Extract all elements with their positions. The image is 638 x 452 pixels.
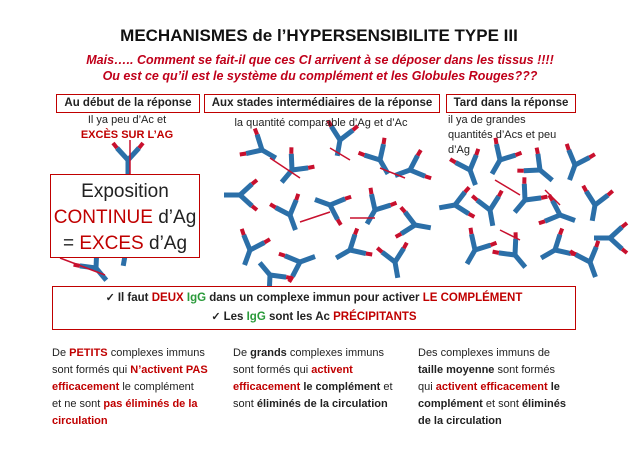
late-desc-line-2: quantités d’Acs et peu [448, 129, 557, 141]
early-desc-line-2: EXCÈS SUR L’AG [80, 129, 174, 141]
antibody-icon [396, 207, 434, 242]
antibody-icon [472, 191, 507, 229]
early-desc-line-1: Il ya peu d’Ac et [87, 114, 167, 126]
late-desc-line-1: il ya de grandes [448, 114, 526, 126]
antibody-icon [493, 232, 537, 277]
exposition-line-1: Exposition [81, 181, 169, 202]
antibody-icon [113, 143, 143, 176]
stage-intermediate-label: Aux stades intermédiaires de la réponse [204, 94, 440, 113]
subtitle-line-1: Mais….. Comment se fait-il que ces CI arrivent à se déposer dans les tissus !!!! [86, 53, 554, 67]
subtitle [40, 52, 600, 84]
antibody-icon [270, 194, 309, 235]
antibody-icon [354, 188, 396, 232]
exposition-line-2: CONTINUE d’Ag [53, 207, 197, 228]
antibody-icon [310, 185, 351, 224]
stage-late-description [448, 113, 578, 158]
antibody-icon [359, 138, 401, 182]
stage-intermediate-description: la quantité comparable d’Ag et d’Ac [234, 117, 408, 129]
antibody-icon [454, 228, 496, 272]
antibody-icon [329, 229, 373, 271]
antibody-icon [270, 147, 314, 192]
subtitle-line-2: Ou est ce qu’il est le système du complément et les Globules Rouges??? [102, 69, 538, 83]
antibody-icon [377, 243, 412, 281]
small-complexes-text: De PETITS complexes immuns sont formés qui N’activent PAS efficacement le complément et ne sont pas éliminés de la circulation [52, 347, 208, 427]
antibody-icon [577, 186, 612, 224]
late-desc-line-3: d’Ag [448, 144, 471, 156]
stage-early-label: Au début de la réponse [56, 94, 200, 113]
key-point-banner [52, 286, 576, 330]
antibody-icon [240, 129, 284, 171]
page-title: MECHANISMES de l’HYPERSENSIBILITE TYPE III [120, 26, 518, 45]
antibody-icon [539, 195, 580, 234]
checkmark-icon: ✓ [105, 292, 115, 304]
antibody-icon [503, 177, 547, 222]
antigen-icon [300, 212, 330, 222]
antibody-icon [437, 187, 475, 222]
large-complexes-text: De grands complexes immuns sont formés qui activent efficacement le complément et sont éliminés de la circulation [233, 347, 393, 410]
medium-complexes-text: Des complexes immuns de taille moyenne sont formés qui activent efficacement le complément et sont éliminés de la circulation [418, 347, 566, 427]
banner-line-2: ✓ Les IgG sont les Ac PRÉCIPITANTS [211, 311, 417, 323]
antibody-icon [534, 229, 578, 271]
checkmark-icon: ✓ [211, 311, 221, 323]
exposition-line-3: = EXCES d’Ag [62, 233, 188, 254]
exposition-box [50, 174, 200, 258]
antibody-icon [390, 150, 431, 189]
banner-line-1: ✓ Il faut DEUX IgG dans un complexe immun pour activer LE COMPLÉMENT [105, 292, 523, 304]
antibody-icon [570, 241, 609, 282]
antibody-icon [224, 180, 257, 210]
stage-late-label: Tard dans la réponse [446, 94, 576, 113]
stage-early-description [56, 113, 198, 143]
antibody-icon [594, 223, 627, 253]
